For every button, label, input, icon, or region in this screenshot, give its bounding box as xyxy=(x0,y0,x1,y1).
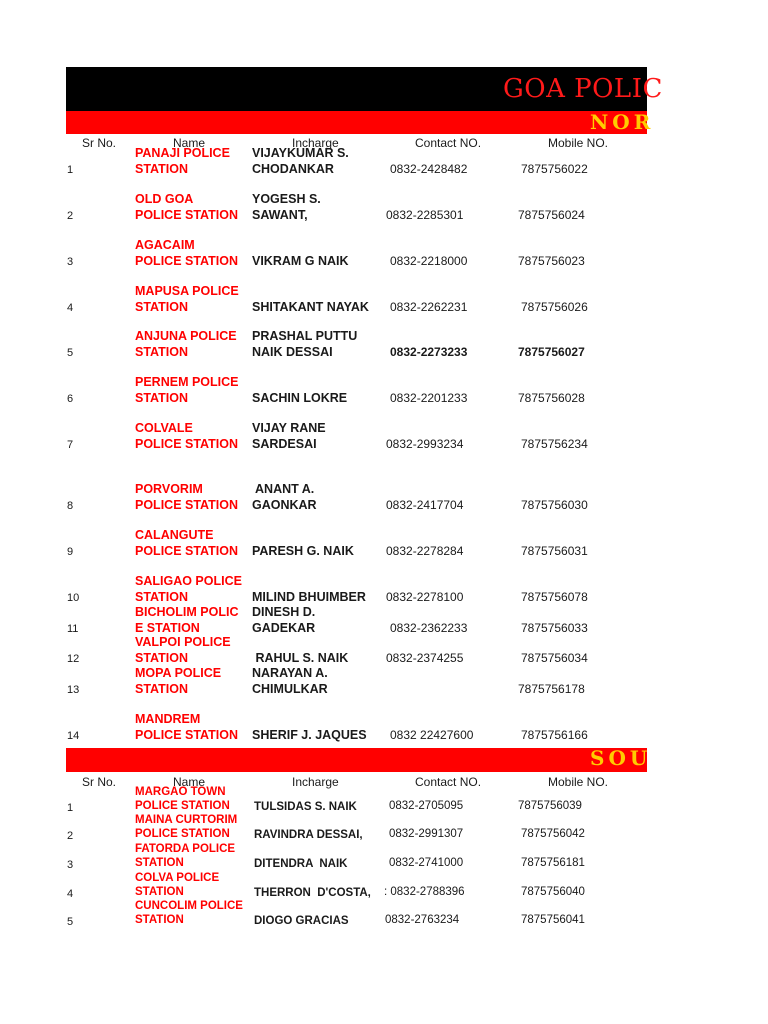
incharge-name: NARAYAN A. CHIMULKAR xyxy=(252,666,328,696)
mobile-number: 7875756027 xyxy=(518,345,585,359)
station-name: COLVALE POLICE STATION xyxy=(135,421,239,451)
contact-number: 0832-2993234 xyxy=(386,437,464,451)
incharge-name: SHITAKANT NAYAK xyxy=(252,300,369,314)
station-name: BICHOLIM POLIC E STATION xyxy=(135,605,239,635)
incharge-name: SACHIN LOKRE xyxy=(252,391,348,405)
mobile-number: 7875756023 xyxy=(518,254,585,268)
mobile-number: 7875756041 xyxy=(521,914,585,926)
south-header-name: Name xyxy=(173,775,206,789)
contact-number: 0832-2362233 xyxy=(390,621,468,635)
mobile-number: 7875756042 xyxy=(521,828,585,840)
station-name: AGACAIM POLICE STATION xyxy=(135,238,239,268)
north-header-sr: Sr No. xyxy=(82,136,117,150)
contact-number: 0832-2278284 xyxy=(386,544,464,558)
row-sr-no: 14 xyxy=(67,730,80,742)
incharge-name: DIOGO GRACIAS xyxy=(254,915,349,927)
south-header-contact: Contact NO. xyxy=(415,775,482,789)
station-name: SALIGAO POLICE STATION xyxy=(135,574,242,604)
row-sr-no: 12 xyxy=(67,653,80,665)
row-sr-no: 2 xyxy=(67,210,74,222)
south-header-incharge: Incharge xyxy=(292,775,339,789)
mobile-number: 7875756034 xyxy=(521,651,588,665)
incharge-name: RAVINDRA DESSAI, xyxy=(254,829,363,841)
mobile-number: 7875756178 xyxy=(518,682,585,696)
incharge-name: PRASHAL PUTTU NAIK DESSAI xyxy=(252,329,358,359)
row-sr-no: 5 xyxy=(67,347,74,359)
mobile-number: 7875756033 xyxy=(521,621,588,635)
row-sr-no: 13 xyxy=(67,684,80,696)
incharge-name: VIJAY RANE SARDESAI xyxy=(252,421,326,451)
page-title: GOA POLIC xyxy=(503,74,663,104)
south-header-mobile: Mobile NO. xyxy=(548,775,609,789)
north-header-mobile: Mobile NO. xyxy=(548,136,609,150)
row-sr-no: 8 xyxy=(67,500,74,512)
mobile-number: 7875756031 xyxy=(521,544,588,558)
incharge-name: RAHUL S. NAIK xyxy=(252,651,349,665)
station-name: VALPOI POLICE STATION xyxy=(135,635,231,665)
row-sr-no: 1 xyxy=(67,164,74,176)
mobile-number: 7875756166 xyxy=(521,728,588,742)
contact-number: 0832-2374255 xyxy=(386,651,464,665)
station-name: FATORDA POLICE STATION xyxy=(135,843,236,869)
row-sr-no: 4 xyxy=(67,888,74,900)
mobile-number: 7875756181 xyxy=(521,857,585,869)
row-sr-no: 10 xyxy=(67,592,80,604)
mobile-number: 7875756028 xyxy=(518,391,585,405)
contact-number: 0832 22427600 xyxy=(390,728,474,742)
contact-number: 0832-2991307 xyxy=(389,828,464,840)
row-sr-no: 1 xyxy=(67,802,74,814)
contact-number: 0832-2273233 xyxy=(390,345,468,359)
row-sr-no: 11 xyxy=(67,623,79,635)
contact-number: 0832-2428482 xyxy=(390,162,468,176)
mobile-number: 7875756234 xyxy=(521,437,588,451)
station-name: MOPA POLICE STATION xyxy=(135,666,222,696)
contact-number: 0832-2741000 xyxy=(389,857,464,869)
station-name: ANJUNA POLICE STATION xyxy=(135,329,237,359)
station-name: PORVORIM POLICE STATION xyxy=(135,482,239,512)
contact-number: 0832-2285301 xyxy=(386,208,464,222)
south-region-title: SOU xyxy=(590,746,652,770)
mobile-number: 7875756026 xyxy=(521,300,588,314)
north-header-incharge: Incharge xyxy=(292,136,339,150)
incharge-name: YOGESH S. SAWANT, xyxy=(252,192,321,222)
incharge-name: MILIND BHUIMBER xyxy=(252,590,366,604)
contact-number: 0832-2218000 xyxy=(390,254,468,268)
mobile-number: 7875756024 xyxy=(518,208,585,222)
incharge-name: SHERIF J. JAQUES xyxy=(252,728,367,742)
mobile-number: 7875756030 xyxy=(521,498,588,512)
row-sr-no: 3 xyxy=(67,859,74,871)
contact-number: 0832-2278100 xyxy=(386,590,464,604)
contact-number: : 0832-2788396 xyxy=(384,886,465,898)
south-header-sr: Sr No. xyxy=(82,775,117,789)
station-name: CUNCOLIM POLICE STATION xyxy=(135,900,243,926)
contact-number: 0832-2705095 xyxy=(389,800,464,812)
north-header-name: Name xyxy=(173,136,206,150)
mobile-number: 7875756039 xyxy=(518,800,582,812)
row-sr-no: 4 xyxy=(67,302,74,314)
station-name: MAINA CURTORIM POLICE STATION xyxy=(135,814,238,840)
row-sr-no: 5 xyxy=(67,916,74,928)
contact-number: 0832-2262231 xyxy=(390,300,468,314)
incharge-name: ANANT A. GAONKAR xyxy=(252,482,317,512)
station-name: MARGAO TOWN POLICE STATION xyxy=(135,786,230,812)
contact-number: 0832-2763234 xyxy=(385,914,460,926)
contact-number: 0832-2201233 xyxy=(390,391,468,405)
incharge-name: THERRON D'COSTA, xyxy=(254,887,371,899)
station-name: PERNEM POLICE STATION xyxy=(135,375,239,405)
contact-number: 0832-2417704 xyxy=(386,498,464,512)
mobile-number: 7875756022 xyxy=(521,162,588,176)
incharge-name: TULSIDAS S. NAIK xyxy=(254,801,357,813)
incharge-name: PARESH G. NAIK xyxy=(252,544,354,558)
station-name: MAPUSA POLICE STATION xyxy=(135,284,239,314)
north-region-title: NOR xyxy=(590,110,655,134)
mobile-number: 7875756078 xyxy=(521,590,588,604)
station-name: MANDREM POLICE STATION xyxy=(135,712,239,742)
row-sr-no: 9 xyxy=(67,546,74,558)
north-region-bar xyxy=(66,111,647,134)
row-sr-no: 2 xyxy=(67,830,74,842)
row-sr-no: 7 xyxy=(67,439,74,451)
south-region-bar xyxy=(66,748,647,772)
row-sr-no: 6 xyxy=(67,393,74,405)
incharge-name: VIKRAM G NAIK xyxy=(252,254,349,268)
station-name: OLD GOA POLICE STATION xyxy=(135,192,239,222)
incharge-name: VIJAYKUMAR S. CHODANKAR xyxy=(252,146,349,176)
station-name: COLVA POLICE STATION xyxy=(135,872,220,898)
station-name: CALANGUTE POLICE STATION xyxy=(135,528,239,558)
north-header-contact: Contact NO. xyxy=(415,136,482,150)
incharge-name: DITENDRA NAIK xyxy=(254,858,348,870)
incharge-name: DINESH D. GADEKAR xyxy=(252,605,316,635)
mobile-number: 7875756040 xyxy=(521,886,585,898)
station-name: PANAJI POLICE STATION xyxy=(135,146,230,176)
row-sr-no: 3 xyxy=(67,256,74,268)
